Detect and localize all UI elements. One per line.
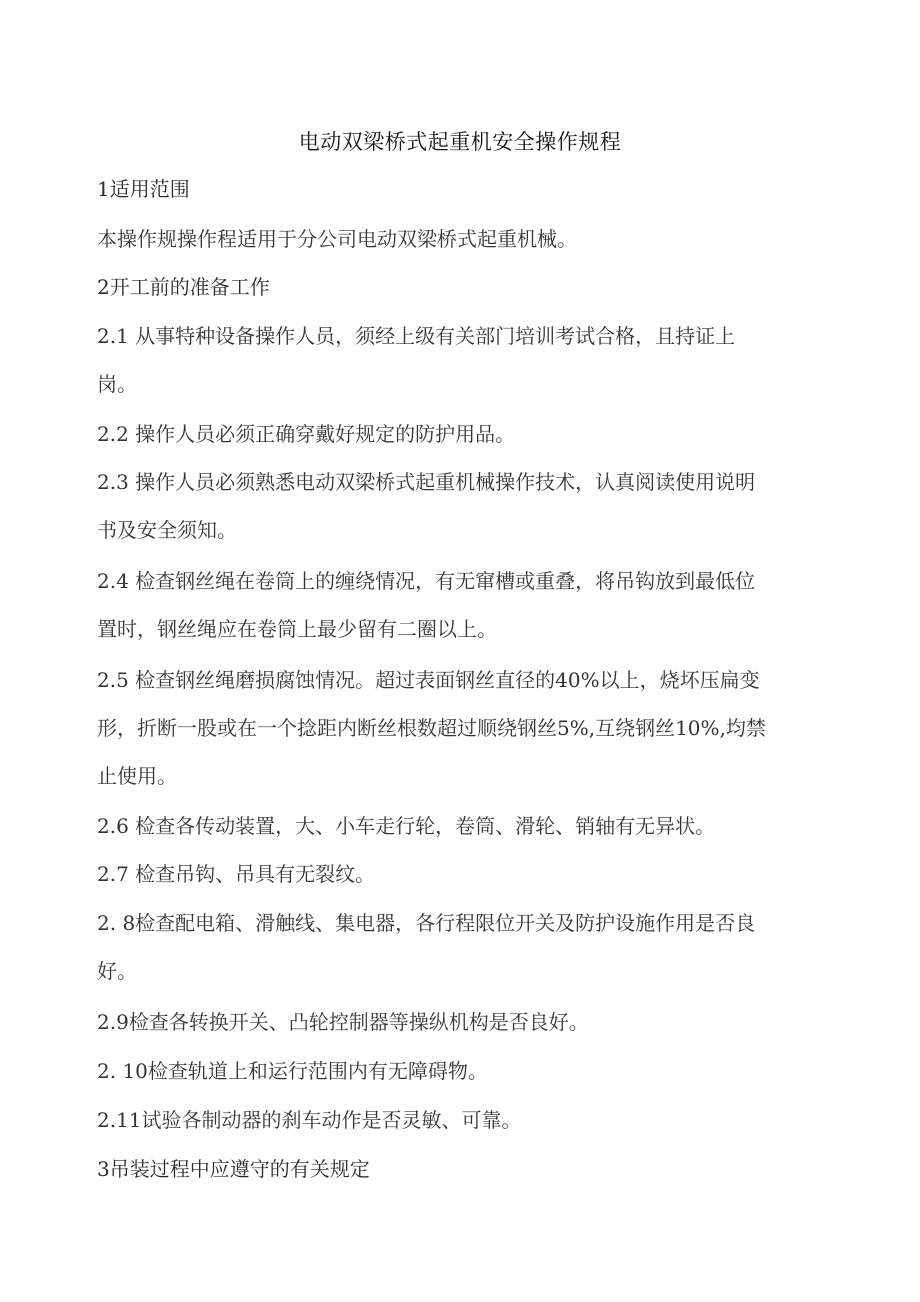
paragraph-line: 好。 bbox=[97, 959, 137, 983]
paragraph-line: 2.4 检查钢丝绳在卷筒上的缠绕情况，有无窜槽或重叠，将吊钩放到最低位 bbox=[97, 569, 756, 593]
paragraph-line: 2.6 检查各传动装置，大、小车走行轮，卷筒、滑轮、销轴有无异状。 bbox=[97, 814, 716, 838]
paragraph-line: 2. 10检查轨道上和运行范围内有无障碍物。 bbox=[97, 1059, 488, 1083]
paragraph-line: 止使用。 bbox=[97, 764, 177, 788]
section-heading-1: 1适用范围 bbox=[97, 177, 190, 201]
paragraph-line: 2.3 操作人员必须熟悉电动双梁桥式起重机械操作技术，认真阅读使用说明 bbox=[97, 470, 756, 494]
paragraph-line: 形，折断一股或在一个捻距内断丝根数超过顺绕钢丝5%,互绕钢丝10%,均禁 bbox=[97, 716, 766, 740]
paragraph-line: 2.11试验各制动器的刹车动作是否灵敏、可靠。 bbox=[97, 1108, 522, 1132]
paragraph-line: 置时，钢丝绳应在卷筒上最少留有二圈以上。 bbox=[97, 617, 497, 641]
paragraph-line: 2.2 操作人员必须正确穿戴好规定的防护用品。 bbox=[97, 422, 516, 446]
section-heading-2: 2开工前的准备工作 bbox=[97, 275, 270, 299]
document-title: 电动双梁桥式起重机安全操作规程 bbox=[298, 130, 622, 154]
paragraph-line: 书及安全须知。 bbox=[97, 518, 237, 542]
paragraph-line: 岗。 bbox=[97, 372, 137, 396]
paragraph-line: 2.9检查各转换开关、凸轮控制器等操纵机构是否良好。 bbox=[97, 1010, 589, 1034]
paragraph-line: 2. 8检查配电箱、滑触线、集电器，各行程限位开关及防护设施作用是否良 bbox=[97, 911, 756, 935]
paragraph-line: 2.1 从事特种设备操作人员，须经上级有关部门培训考试合格，且持证上 bbox=[97, 324, 736, 348]
paragraph-line: 2.5 检查钢丝绳磨损腐蚀情况。超过表面钢丝直径的40%以上，烧坏压扁变 bbox=[97, 668, 760, 692]
paragraph-line: 2.7 检查吊钩、吊具有无裂纹。 bbox=[97, 862, 376, 886]
paragraph-line: 本操作规操作程适用于分公司电动双梁桥式起重机械。 bbox=[97, 227, 577, 251]
section-heading-3: 3吊装过程中应遵守的有关规定 bbox=[97, 1157, 370, 1181]
